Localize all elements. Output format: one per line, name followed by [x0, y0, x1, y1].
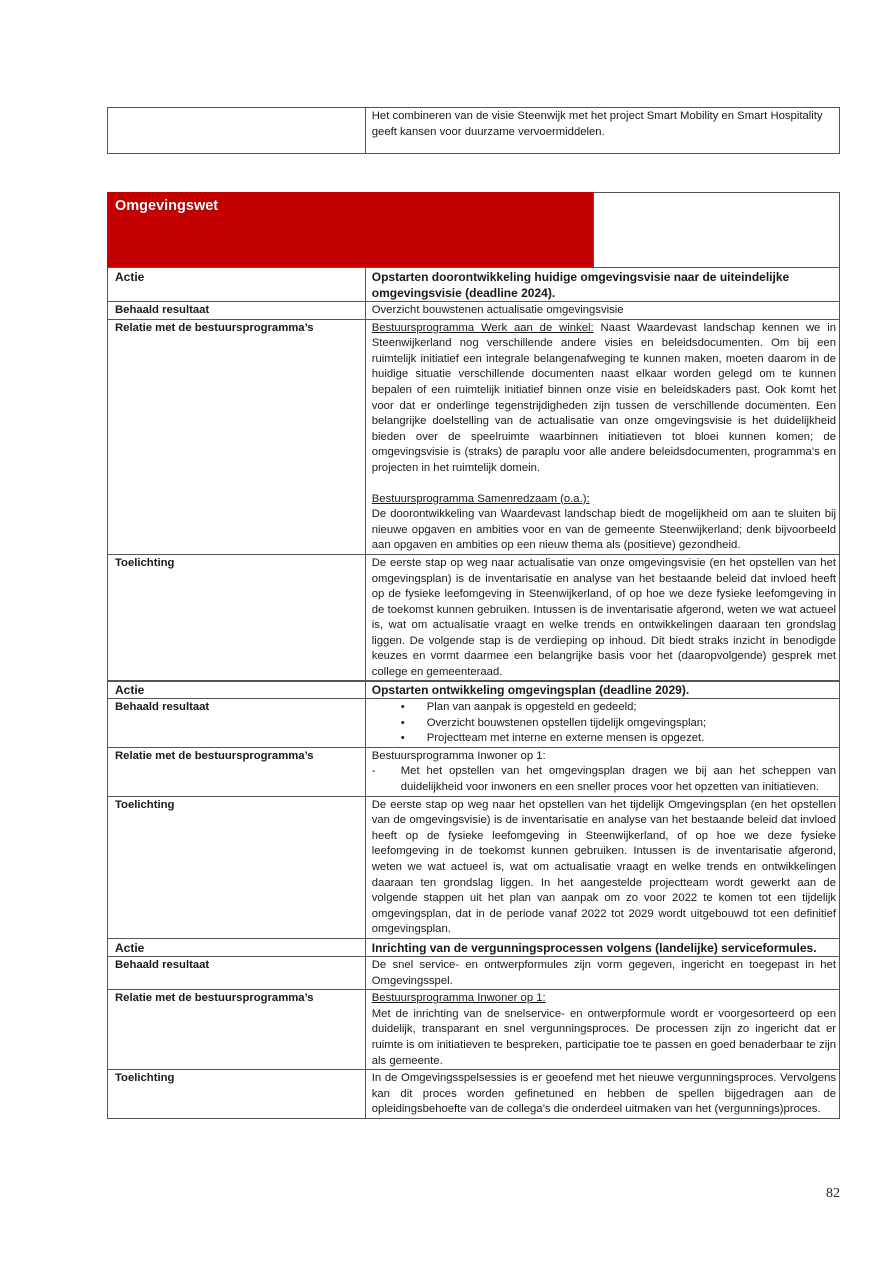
relatie-text: Naast Waardevast landschap kennen we in Steenwijkerland nog verschillende andere visies en beleidsdocumenten. Om bij een ruimtelijk initiatief een integrale belangenafweging te kunnen maken, moeten daarom in de huidige situatie verschillende documenten naast elkaar worden gelegd om te kunnen bepalen of een ruimtelijk initiatief binnen onze visie en beleidskaders past. Ook komt het voor dat er onderlinge tegenstrijdigheden zijn tussen de verschillende documenten. Een belangrijke doelstelling van de actualisatie van onze omgevingsvisie is het duidelijkheid bieden over de speelruimte waarbinnen initiatieven tot bloei kunnen komen; de omgevingsvisie is (straks) de paraplu voor alle andere beleidsdocumenten, programma’s en projecten in het ruimtelijk domein.	[371, 321, 836, 474]
section-banner	[107, 192, 840, 267]
toelichting-label: Toelichting	[108, 1070, 366, 1119]
actie-label: Actie	[108, 681, 366, 699]
table-row	[108, 108, 840, 154]
empty-label-cell	[108, 108, 366, 154]
continuation-text: Het combineren van de visie Steenwijk met het project Smart Mobility en Smart Hospitality geeft kansen voor duurzame vervoermiddelen.	[365, 108, 839, 154]
resultaat-label: Behaald resultaat	[108, 957, 366, 990]
resultaat-value	[365, 699, 839, 748]
action-table-3	[107, 938, 840, 1119]
table-row	[108, 957, 840, 990]
table-row	[108, 554, 840, 681]
table-row	[108, 302, 840, 320]
table-row	[108, 990, 840, 1070]
table-row	[108, 747, 840, 796]
relatie-value	[365, 319, 839, 554]
continuation-table	[107, 107, 840, 154]
table-row	[108, 1070, 840, 1119]
table-row	[108, 681, 840, 699]
action-table-1	[107, 267, 840, 682]
relatie-label: Relatie met de bestuursprogramma’s	[108, 990, 366, 1070]
relatie-heading: Bestuursprogramma Werk aan de winkel:	[371, 321, 594, 334]
resultaat-label: Behaald resultaat	[108, 699, 366, 748]
actie-value: Opstarten ontwikkeling omgevingsplan (deadline 2029).	[365, 681, 839, 699]
page-number: 82	[826, 1186, 840, 1201]
section-title: Omgevingswet	[115, 198, 219, 214]
relatie-heading: Bestuursprogramma Inwoner op 1:	[371, 992, 546, 1005]
resultaat-value: Overzicht bouwstenen actualisatie omgevingsvisie	[365, 302, 839, 320]
actie-label: Actie	[108, 268, 366, 302]
dash-marker: -	[371, 765, 376, 778]
toelichting-label: Toelichting	[108, 796, 366, 938]
resultaat-label: Behaald resultaat	[108, 302, 366, 320]
actie-value: Inrichting van de vergunningsprocessen volgens (landelijke) serviceformules.	[365, 939, 839, 957]
relatie-text: De doorontwikkeling van Waardevast landschap biedt de mogelijkheid om aan te sluiten bij nieuwe opgaven en ambities voor en van de gemeente Steenwijkerland; denk bijvoorbeeld aan opgaven en ambities op een nieuw thema als (positieve) gezondheid.	[371, 508, 836, 552]
list-item: • Overzicht bouwstenen opstellen tijdelijk omgevingsplan;	[372, 716, 836, 732]
table-row	[108, 699, 840, 748]
toelichting-label: Toelichting	[108, 554, 366, 681]
actie-label: Actie	[108, 939, 366, 957]
list-item: • Projectteam met interne en externe mensen is opgezet.	[372, 731, 836, 747]
table-row	[108, 796, 840, 938]
relatie-text: Met de inrichting van de snelservice- en ontwerpformule wordt er voorgesorteerd op een duidelijk, transparant en snel vergunningsproces. De processen zijn zo ingericht dat er ruimte is om initiatieven te bespreken, participatie toe te passen en goed benaderbaar te zijn als gemeente.	[371, 1007, 836, 1067]
relatie-value	[365, 747, 839, 796]
resultaat-value: De snel service- en ontwerpformules zijn vorm gegeven, ingericht en toegepast in het Omgevingsspel.	[365, 957, 839, 990]
banner-empty-cell	[593, 192, 840, 267]
relatie-label: Relatie met de bestuursprogramma’s	[108, 747, 366, 796]
action-table-2	[107, 680, 840, 939]
relatie-value	[365, 990, 839, 1070]
toelichting-value: De eerste stap op weg naar het opstellen van het tijdelijk Omgevingsplan (en het opstellen van de omgevingsvisie) is de inventarisatie en analyse van het bestaande beleid dat invloed heeft op de fysieke leefomgeving in Steenwijkerland, of op hoe we deze fysieke leefomgeving in de toekomst kunnen gebruiken. Intussen is de inventarisatie afgerond, weten we wat actueel is, wat om actualisatie vraagt en welke trends en ontwikkelingen daaraan ten grondslag liggen. In het aangestelde projectteam wordt gewerkt aan de volgende stappen uit het plan van aanpak om zo voor 2022 te komen tot een tijdelijk omgevingsplan, dat in de periode vanaf 2022 tot 2029 wordt uitgebouwd tot een definitief omgevingsplan.	[365, 796, 839, 938]
relatie-heading: Bestuursprogramma Inwoner op 1:	[371, 749, 546, 762]
resultaat-list	[372, 700, 836, 747]
toelichting-value: In de Omgevingsspelsessies is er geoefend met het nieuwe vergunningsproces. Vervolgens kan dit proces worden gefinetuned en hebben de spellen bijgedragen aan de opleidingsbehoefte van de collega’s die onderdeel uitmaken van het (vergunnings)proces.	[365, 1070, 839, 1119]
table-row	[108, 939, 840, 957]
relatie-text: Met het opstellen van het omgevingsplan dragen we bij aan het scheppen van duidelijkheid voor inwoners en een sneller proces voor het opzetten van initiatieven.	[400, 765, 836, 793]
toelichting-value: De eerste stap op weg naar actualisatie van onze omgevingsvisie (en het opstellen van het omgevingsplan) is de inventarisatie en analyse van het bestaande beleid dat invloed heeft op de fysieke leefomgeving in Steenwijkerland, of op hoe we deze fysieke leefomgeving in de toekomst kunnen gebruiken. Intussen is de inventarisatie afgerond, weten we wat actueel is, wat om actualisatie vraagt en welke trends en ontwikkelingen daaraan ten grondslag liggen. De volgende stap is de verdieping op inhoud. Dit biedt straks inzicht in benodigde keuzes en vormt daarmee een belangrijke basis voor het (daaropvolgende) gesprek met college en gemeenteraad.	[365, 554, 839, 681]
list-item: • Plan van aanpak is opgesteld en gedeeld;	[372, 700, 836, 716]
table-row	[108, 268, 840, 302]
banner-red-block	[107, 192, 593, 267]
actie-value: Opstarten doorontwikkeling huidige omgevingsvisie naar de uiteindelijke omgevingsvisie (deadline 2024).	[365, 268, 839, 302]
relatie-label: Relatie met de bestuursprogramma’s	[108, 319, 366, 554]
relatie-heading: Bestuursprogramma Samenredzaam (o.a.):	[371, 492, 590, 505]
table-row	[108, 319, 840, 554]
